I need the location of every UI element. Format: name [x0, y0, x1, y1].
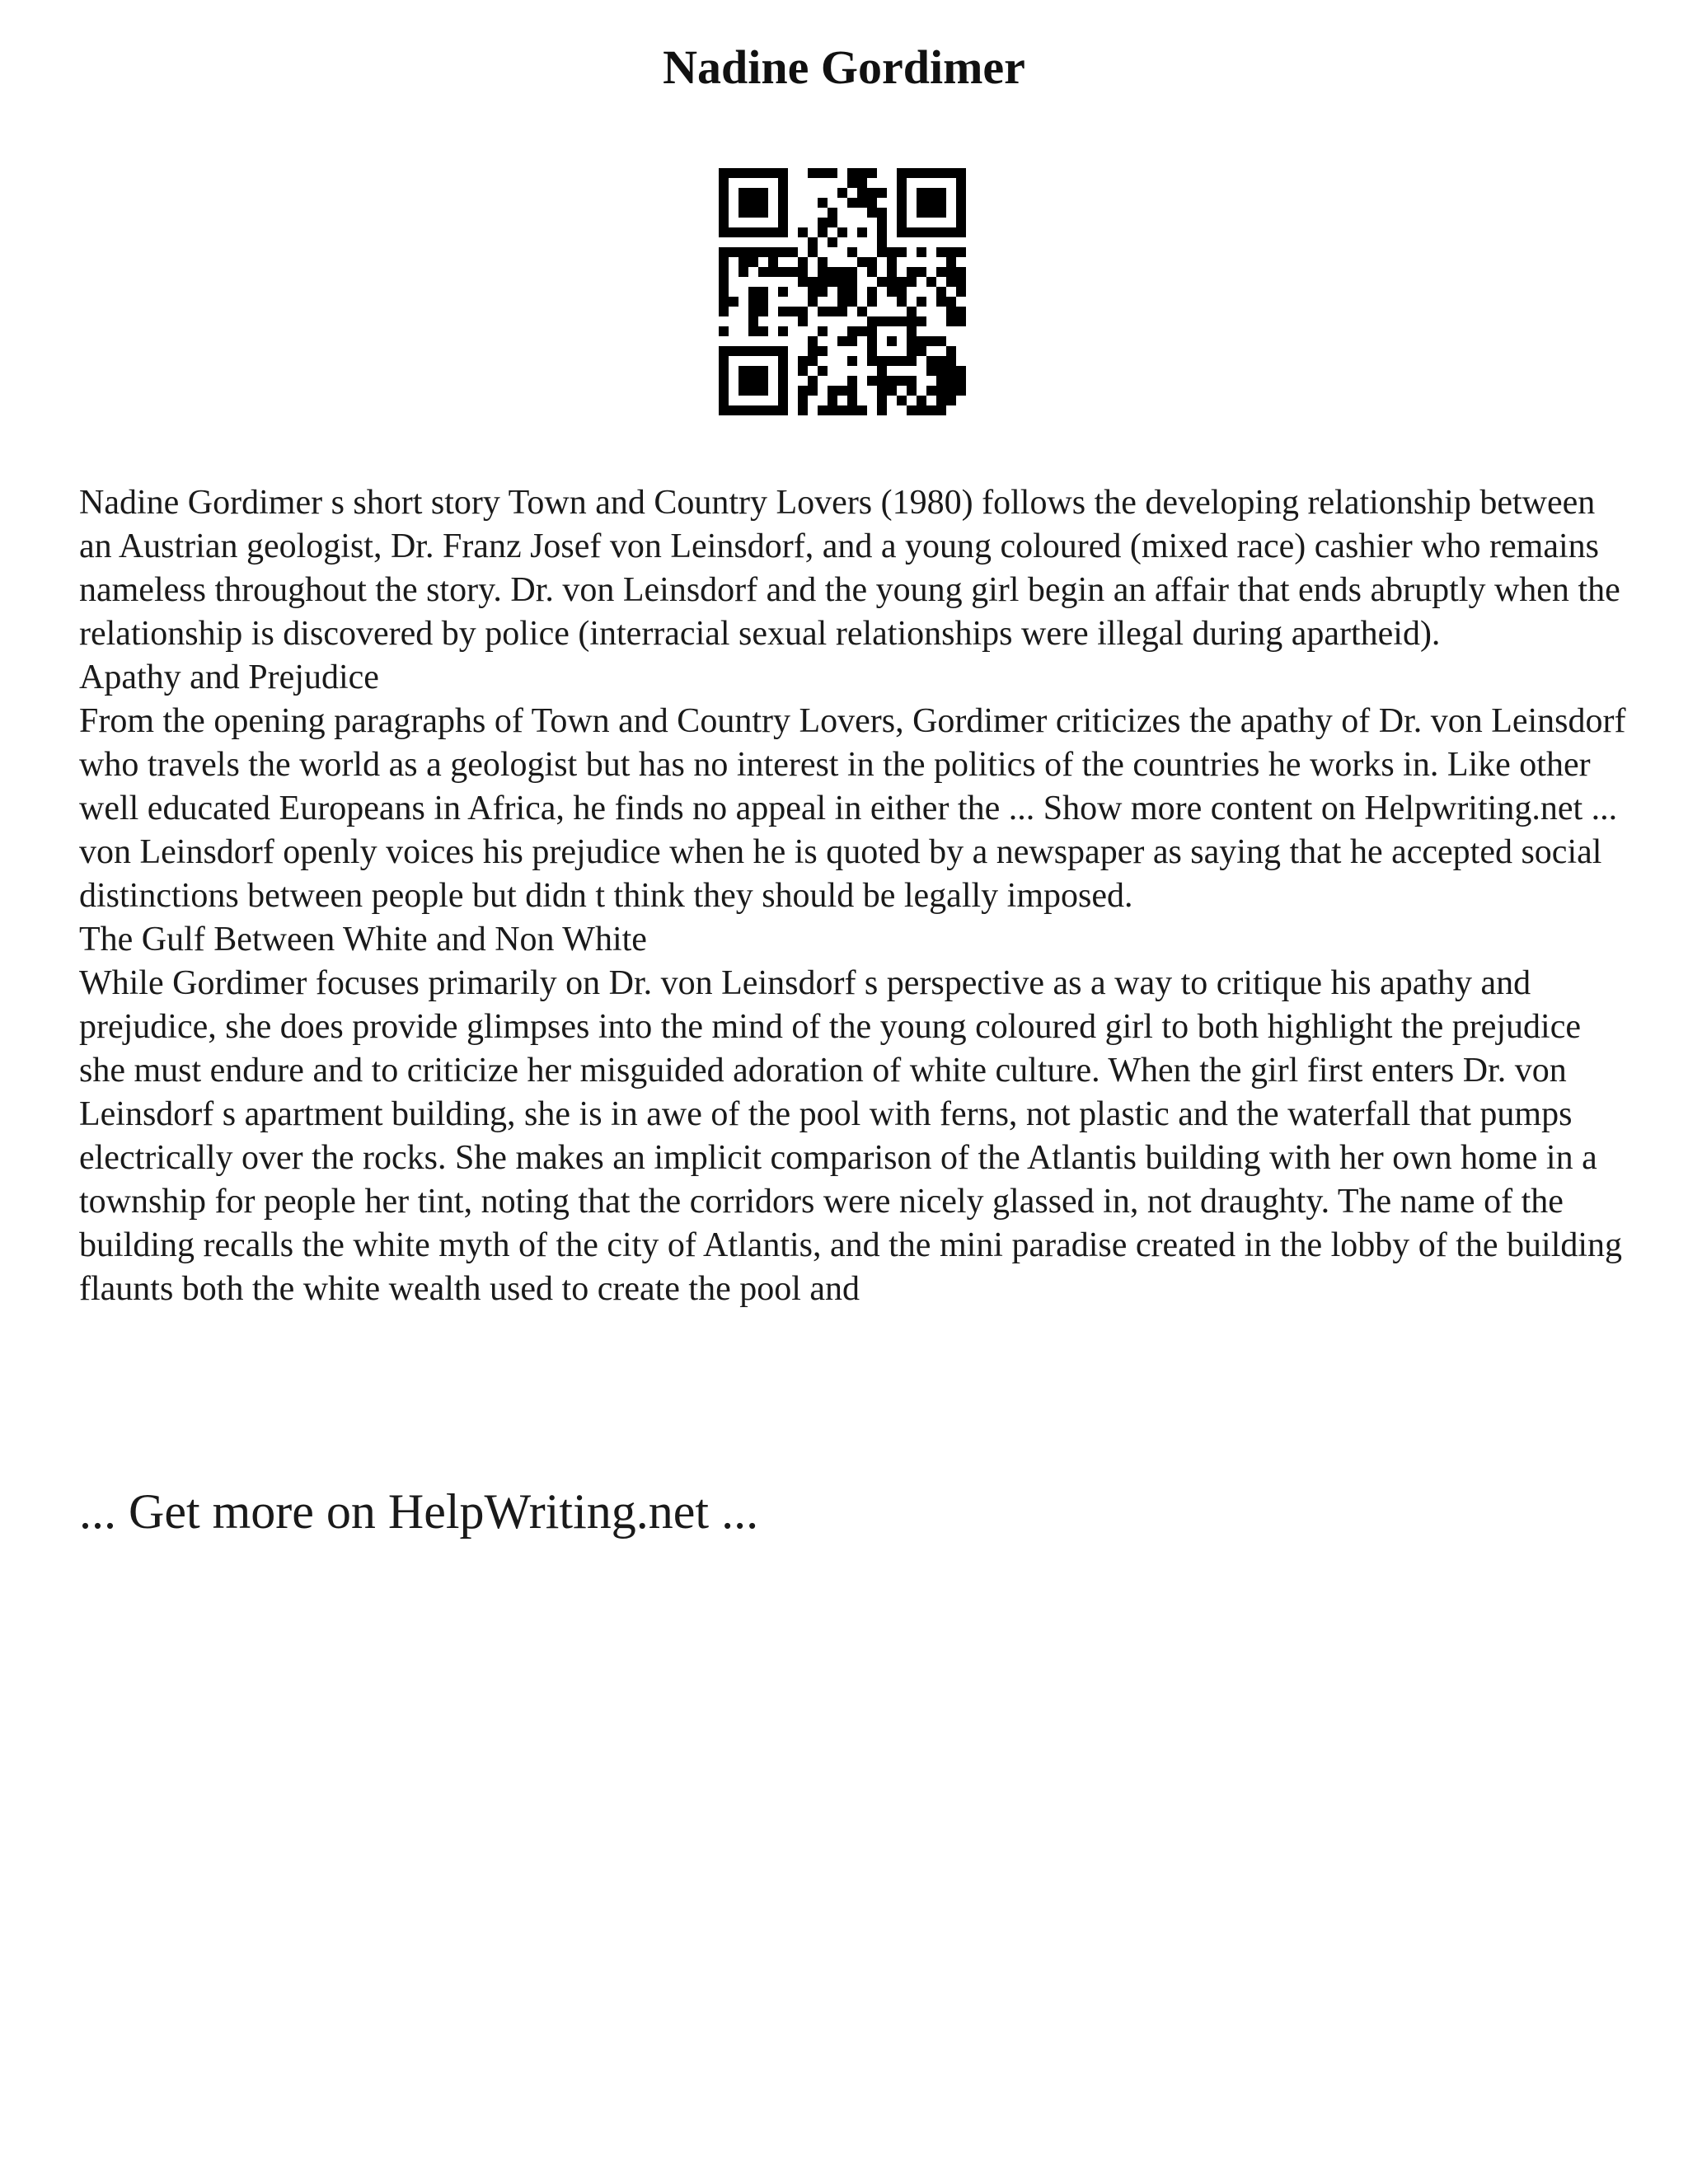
qr-code-icon — [719, 168, 966, 415]
section-heading-gulf: The Gulf Between White and Non White — [79, 921, 647, 958]
paragraph-gulf: While Gordimer focuses primarily on Dr. von Leinsdorf s perspective as a way to critique his apathy and prejudice, she does provide glimpses into the mind of the young coloured girl to both highlight the prejudice she must endure and to criticize her misguided adoration of white culture. When the girl first enters Dr. von Leinsdorf s apartment building, she is in awe of the pool with ferns, not plastic and the waterfall that pumps electrically over the rocks. She makes an implicit comparison of the Atlantis building with her own home in a township for people her tint, noting that the corridors were nicely glassed in, not draughty. The name of the building recalls the white myth of the city of Atlantis, and the mini paradise created in the lobby of the building flaunts both the white wealth used to create the pool and — [79, 964, 1623, 1308]
section-heading-apathy: Apathy and Prejudice — [79, 658, 379, 696]
get-more-link[interactable]: ... Get more on HelpWriting.net ... — [79, 1484, 759, 1539]
paragraph-intro: Nadine Gordimer s short story Town and Country Lovers (1980) follows the developing relationship between an Austrian geologist, Dr. Franz Josef von Leinsdorf, and a young coloured (mixed race) cashier who remains nameless throughout the story. Dr. von Leinsdorf and the young girl begin an affair that ends abruptly when the relationship is discovered by police (interracial sexual relationships were illegal during apartheid). — [79, 484, 1620, 653]
page-title: Nadine Gordimer — [663, 40, 1025, 94]
paragraph-prejudice: von Leinsdorf openly voices his prejudice when he is quoted by a newspaper as saying that he accepted social distinctions between people but didn t think they should be legally imposed. — [79, 833, 1602, 915]
article-body — [79, 481, 1629, 1311]
paragraph-apathy: From the opening paragraphs of Town and Country Lovers, Gordimer criticizes the apathy of Dr. von Leinsdorf who travels the world as a geologist but has no interest in the politics of the countries he works in. Like other well educated Europeans in Africa, he finds no appeal in either the ... Show more content on Helpwriting.net ... — [79, 702, 1626, 827]
